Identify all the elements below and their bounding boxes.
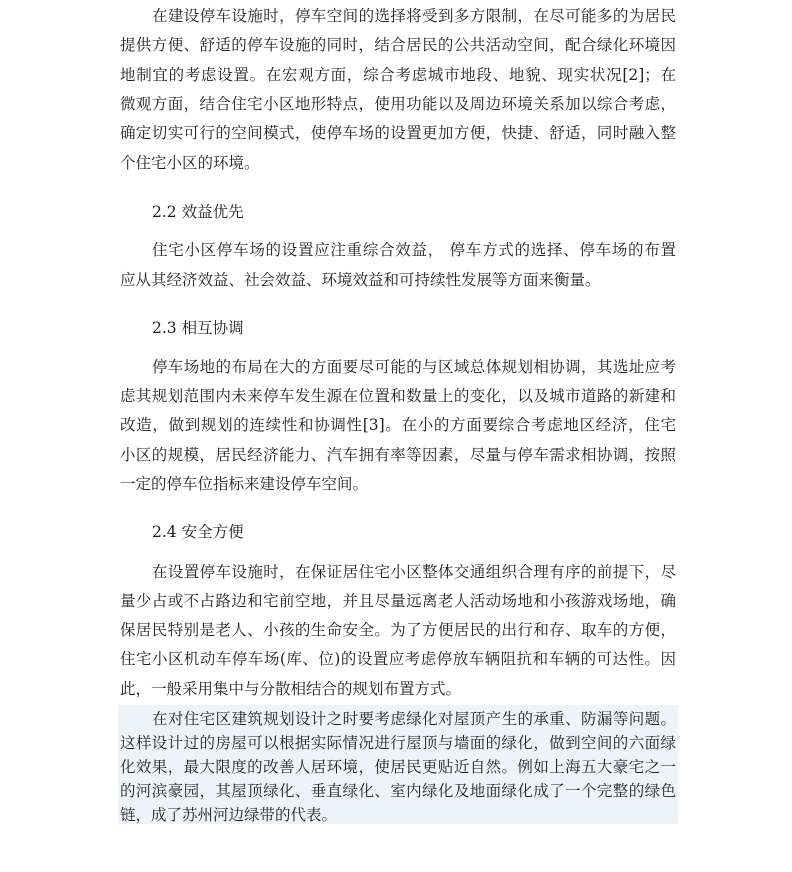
paragraph-line: 住宅小区机动车停车场(库、位)的设置应考虑停放车辆阻抗和车辆的可达性。因 (120, 650, 676, 668)
paragraph-line: 一定的停车位指标来建设停车空间。 (120, 475, 369, 493)
section-heading-2-3: 2.3 相互协调 (152, 319, 244, 337)
paragraph-line: 保居民特别是老人、小孩的生命安全。为了方便居民的出行和存、取车的方便， (120, 621, 676, 639)
paragraph-line: 在设置停车设施时，在保证居住宅小区整体交通组织合理有序的前提下，尽 (152, 563, 676, 581)
section-heading-2-4: 2.4 安全方便 (152, 523, 244, 541)
paragraph-line: 化效果，最大限度的改善人居环境，使居民更贴近自然。例如上海五大豪宅之一 (120, 758, 676, 776)
paragraph-line: 的河滨豪园，其屋顶绿化、垂直绿化、室内绿化及地面绿化成了一个完整的绿色 (120, 782, 676, 800)
paragraph-line: 确定切实可行的空间模式，使停车场的设置更加方便，快捷、舒适，同时融入整 (120, 124, 676, 142)
paragraph-line: 在建设停车设施时，停车空间的选择将受到多方限制，在尽可能多的为居民 (152, 7, 676, 25)
paragraph-line: 停车场地的布局在大的方面要尽可能的与区域总体规划相协调，其选址应考 (152, 358, 676, 376)
paragraph-line: 此，一般采用集中与分散相结合的规划布置方式。 (120, 680, 462, 698)
paragraph-line: 链，成了苏州河边绿带的代表。 (120, 806, 338, 824)
paragraph-line: 提供方便、舒适的停车设施的同时，结合居民的公共活动空间，配合绿化环境因 (120, 36, 676, 54)
paragraph-line: 改造，做到规划的连续性和协调性[3]。在小的方面要综合考虑地区经济，住宅 (120, 416, 676, 434)
paragraph-line: 虑其规划范围内未来停车发生源在位置和数量上的变化，以及城市道路的新建和 (120, 387, 676, 405)
paragraph-line: 微观方面，结合住宅小区地形特点，使用功能以及周边环境关系加以综合考虑， (120, 95, 676, 113)
paragraph-line: 在对住宅区建筑规划设计之时要考虑绿化对屋顶产生的承重、防漏等问题。 (152, 710, 676, 728)
paragraph-line: 地制宜的考虑设置。在宏观方面，综合考虑城市地段、地貌、现实状况[2]；在 (120, 66, 676, 84)
section-heading-2-2: 2.2 效益优先 (152, 203, 244, 221)
paragraph-line: 应从其经济效益、社会效益、环境效益和可持续性发展等方面来衡量。 (120, 271, 601, 289)
paragraph-line: 这样设计过的房屋可以根据实际情况进行屋顶与墙面的绿化，做到空间的六面绿 (120, 734, 676, 752)
paragraph-line: 住宅小区停车场的设置应注重综合效益， 停车方式的选择、停车场的布置 (152, 241, 676, 259)
paragraph-line: 小区的规模，居民经济能力、汽车拥有率等因素，尽量与停车需求相协调，按照 (120, 446, 676, 464)
paragraph-line: 个住宅小区的环境。 (120, 154, 260, 172)
paragraph-line: 量少占或不占路边和宅前空地，并且尽量远离老人活动场地和小孩游戏场地，确 (120, 592, 676, 610)
